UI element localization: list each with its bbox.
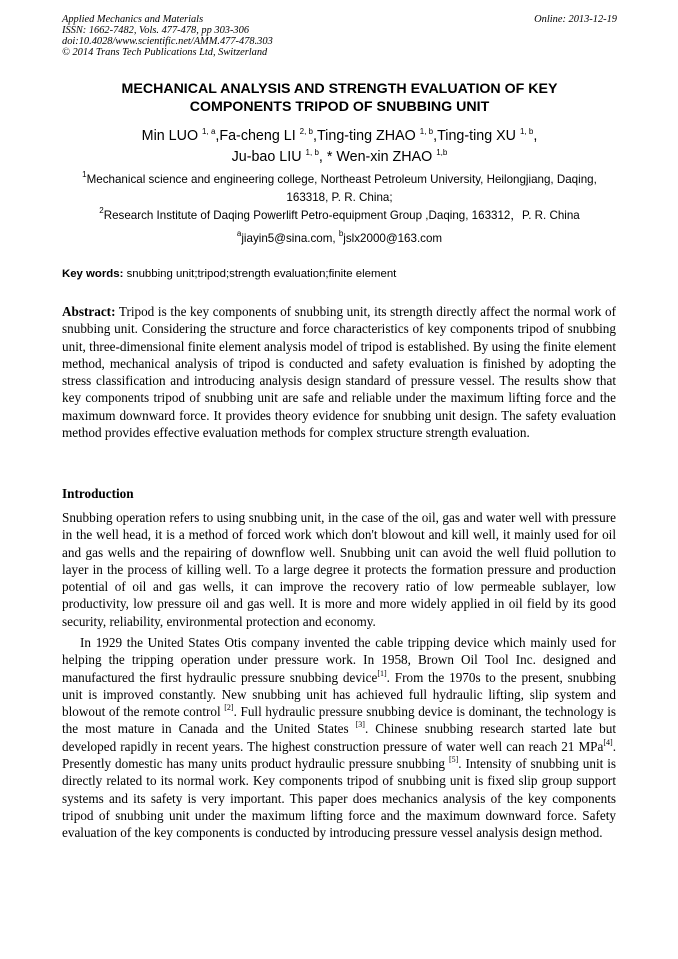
title-line-2: COMPONENTS TRIPOD OF SNUBBING UNIT <box>189 99 490 115</box>
citation: [2] <box>224 703 234 713</box>
title-line-1: MECHANICAL ANALYSIS AND STRENGTH EVALUATION OF KEY <box>121 81 558 97</box>
author-list <box>62 126 617 168</box>
author: Fa-cheng LI $^{2, b}$, <box>219 127 317 144</box>
email-a: jiayin5@sina.com, <box>241 232 339 245</box>
email-line: $^a$jiayin5@sina.com, $^b$jslx2000@163.com <box>236 229 443 245</box>
intro-paragraph-1: Snubbing operation refers to using snubbing unit, in the case of the oil, gas and water well with pressure in the well head, it is a method of forced work which don't blowout and kill well, it mainly used for oil and gas wells and the repairing of downflow well. Snubbing unit can avoid the well fluid pollution to layer in the process of killing well. To a large degree it protects the formation pressure and production potential of oil and gas wells, it can improve the recovery ratio of low permeable sublayer, low productivity, low pressure oil and gas well. It is more and more widely applied in oil field by its good security, reliability, environmental protection and economy. <box>62 510 616 629</box>
abstract-label: Abstract: <box>62 304 116 319</box>
doi: doi:10.4028/www.scientific.net/AMM.477-478.303 <box>62 36 273 47</box>
citation: [4] <box>603 737 613 747</box>
issn: ISSN: 1662-7482, Vols. 477-478, pp 303-306 <box>62 25 250 36</box>
affiliation-1: $^1$Mechanical science and engineering college, Northeast Petroleum University, Heilongjiang, Daqing, 163318, P. R. China; <box>82 170 597 204</box>
copyright: © 2014 Trans Tech Publications Ltd, Switzerland <box>62 47 268 58</box>
keywords <box>62 266 617 283</box>
author: * Wen-xin ZHAO $^{1,b}$ <box>326 148 448 165</box>
abstract-text: Tripod is the key components of snubbing unit, its strength directly affect the normal work of snubbing unit. Considering the structure and force characteristics of key components tripod of snubbing unit, three-dimensional finite element analysis model of tripod is established. By using the finite element method, mechanical analysis of tripod is conducted and safety evaluation is finished by adopting the stress classification and introducing analysis design standard of pressure vessel. The results show that key components tripod of snubbing unit are safe and reliable under the maximum lifting force and the maximum downward force. It provides theory evidence for snubbing unit design. The safety evaluation method provides effective evaluation methods for complex structure strength evaluation. <box>62 304 616 441</box>
citation: [1] <box>377 668 387 678</box>
author: Ju-bao LIU $^{1, b}$, <box>231 148 327 165</box>
section-heading-introduction: Introduction <box>62 486 134 501</box>
citation: [3] <box>355 720 365 730</box>
intro-paragraph-2: In 1929 the United States Otis company invented the cable tripping device which mainly used for helping the tripping operation under pressure work. In 1958, Brown Oil Tool Inc. designed and manufactured the first hydraulic pressure snubbing device[1]. From the 1970s to the present, snubbing unit is improved constantly. New snubbing unit has achieved full hydraulic lifting, slip system and blowout of the remote control [2]. Full hydraulic pressure snubbing device is dominant, the technology is the most mature in Canada and the United States [3]. Chinese snubbing research started late but developed rapidly in recent years. The highest construction pressure of water well can reach 21 MPa[4]. Presently domestic has many units product hydraulic pressure snubbing [5]. Intensity of snubbing unit is directly related to its normal work. Key components tripod of snubbing unit is fixed slip group support systems and its safety is very important. This paper does mechanics analysis of the key components tripod of snubbing unit under the maximum lifting force and the maximum downward force. Safety evaluation of the key components is conducted by introducing pressure vessel analysis design method. <box>62 635 617 841</box>
author: Ting-ting ZHAO $^{1, b}$, <box>316 127 438 144</box>
journal-header <box>62 14 617 58</box>
abstract <box>62 303 616 441</box>
citation: [5] <box>448 755 459 765</box>
journal-name: Applied Mechanics and Materials <box>62 14 204 25</box>
online-date: Online: 2013-12-19 <box>534 14 617 25</box>
email-b: jslx2000@163.com <box>343 232 443 245</box>
keywords-label: Key words: <box>62 268 124 280</box>
author: Ting-ting XU $^{1, b}$, <box>437 127 538 144</box>
paper-title <box>62 80 617 116</box>
keywords-text: snubbing unit;tripod;strength evaluation;finite element <box>123 268 397 280</box>
affiliation-2: $^2$Research Institute of Daqing Powerlift Petro-equipment Group ,Daqing, 163312，P. R. China <box>99 206 580 222</box>
author: Min LUO $^{1, a}$, <box>141 127 220 144</box>
